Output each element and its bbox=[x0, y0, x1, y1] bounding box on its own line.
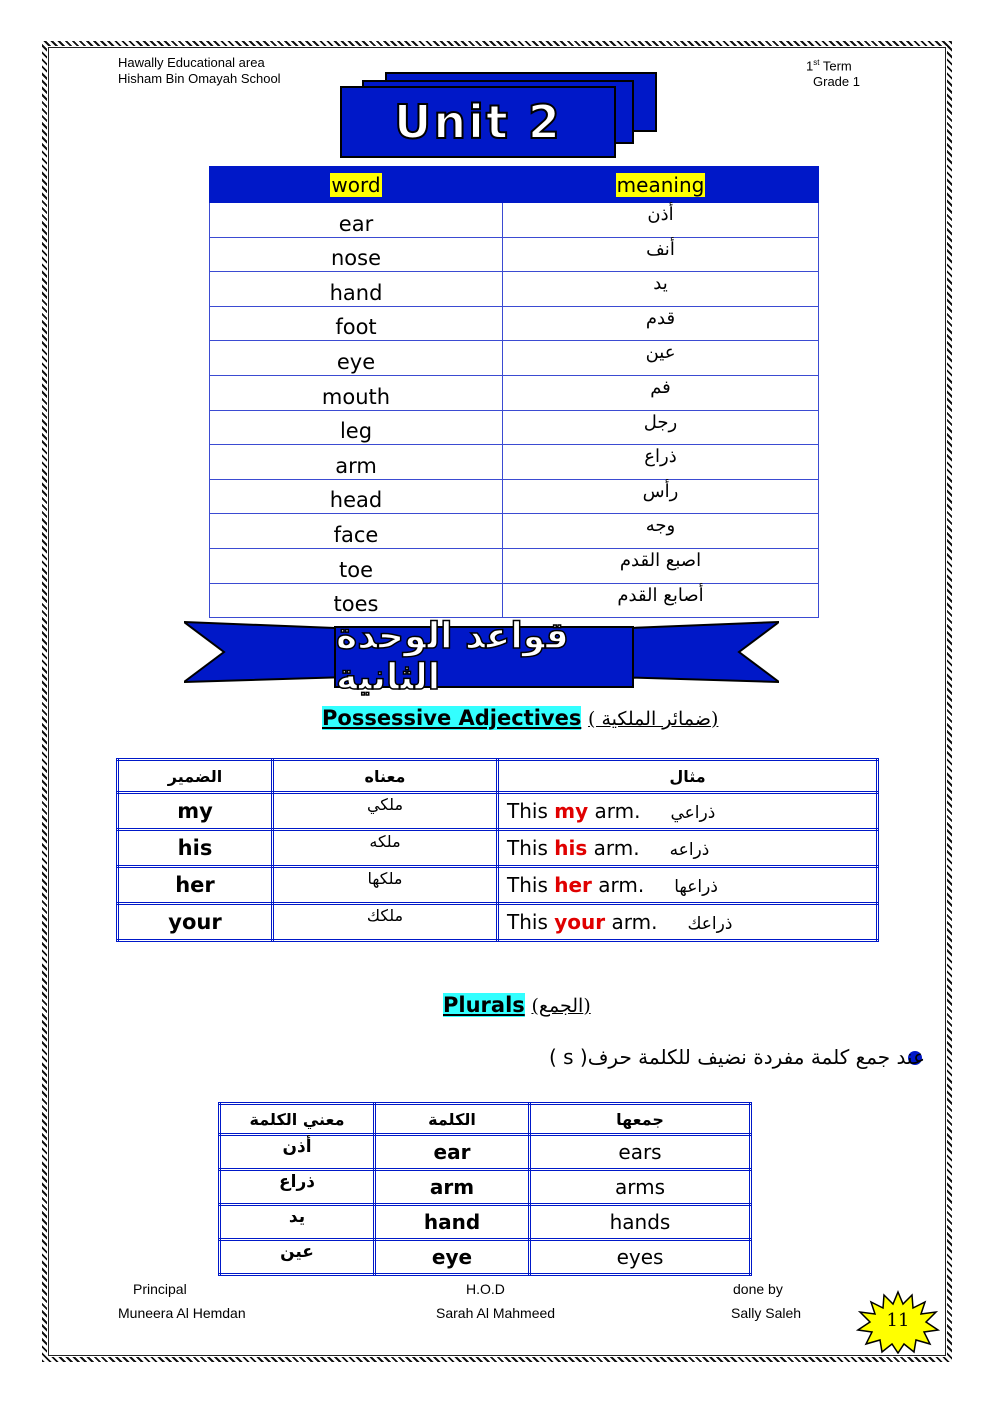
vocab-row bbox=[210, 583, 819, 618]
vocab-row bbox=[210, 341, 819, 376]
example-post: arm. bbox=[591, 873, 645, 897]
singular-word: hand bbox=[375, 1205, 530, 1240]
vocab-row bbox=[210, 514, 819, 549]
term-word: Term bbox=[822, 58, 852, 74]
example-arabic: ذراعه bbox=[669, 840, 710, 860]
vocab-word: mouth bbox=[210, 375, 503, 410]
pronoun: your bbox=[118, 904, 273, 941]
example-pronoun: your bbox=[554, 910, 606, 934]
example-arabic: ذراعي bbox=[670, 803, 716, 823]
example-arabic: ذراعها bbox=[674, 877, 718, 897]
vocab-row bbox=[210, 375, 819, 410]
plural-row bbox=[220, 1240, 751, 1275]
header-area: Hawally Educational area bbox=[118, 55, 265, 70]
possessive-row bbox=[118, 904, 878, 941]
example-pre: This bbox=[507, 910, 555, 934]
vocab-col-word-label: word bbox=[331, 172, 381, 197]
plurals-header-row bbox=[220, 1104, 751, 1135]
vocab-word: arm bbox=[210, 445, 503, 480]
singular-word: ear bbox=[375, 1135, 530, 1170]
vocab-col-word bbox=[210, 167, 503, 203]
plural-row bbox=[220, 1205, 751, 1240]
plural-meaning: ذراع bbox=[220, 1170, 375, 1205]
doneby-name: Sally Saleh bbox=[731, 1305, 802, 1321]
vocab-row bbox=[210, 548, 819, 583]
example-sentence bbox=[498, 867, 878, 904]
plurals-heading bbox=[443, 993, 591, 1017]
vocab-meaning: ذراع bbox=[503, 445, 819, 480]
singular-word: arm bbox=[375, 1170, 530, 1205]
possessive-row bbox=[118, 867, 878, 904]
vocab-word: nose bbox=[210, 237, 503, 272]
vocab-meaning: عين bbox=[503, 341, 819, 376]
vocab-meaning: رجل bbox=[503, 410, 819, 445]
possessive-row bbox=[118, 793, 878, 830]
vocab-word: ear bbox=[210, 203, 503, 238]
vocabulary-header-row bbox=[210, 167, 819, 203]
plural-row bbox=[220, 1170, 751, 1205]
hod-label: H.O.D bbox=[466, 1281, 505, 1297]
rules-title: قواعد الوحدة الثانية bbox=[336, 616, 569, 698]
example-pronoun: her bbox=[554, 873, 592, 897]
example-pronoun: my bbox=[554, 799, 589, 823]
vocab-row bbox=[210, 410, 819, 445]
header-school: Hisham Bin Omayah School bbox=[118, 71, 281, 86]
vocab-row bbox=[210, 445, 819, 480]
plur-col-word: الكلمة bbox=[375, 1104, 530, 1135]
vocab-word: foot bbox=[210, 306, 503, 341]
page-number: 11 bbox=[886, 1310, 910, 1331]
vocab-row bbox=[210, 306, 819, 341]
vocab-word: toe bbox=[210, 548, 503, 583]
term-suffix: st bbox=[813, 58, 820, 67]
vocab-meaning: فم bbox=[503, 375, 819, 410]
example-arabic: ذراعك bbox=[687, 914, 733, 934]
hod-name: Sarah Al Mahmeed bbox=[436, 1305, 556, 1321]
plur-col-plural: جمعها bbox=[530, 1104, 751, 1135]
example-post: arm. bbox=[588, 799, 641, 823]
vocab-col-meaning-label: meaning bbox=[616, 172, 705, 197]
example-sentence bbox=[498, 830, 878, 867]
header-grade: Grade 1 bbox=[813, 74, 860, 90]
example-sentence bbox=[498, 904, 878, 941]
vocab-col-meaning bbox=[503, 167, 819, 203]
pronoun-meaning: ملكك bbox=[273, 904, 498, 941]
poss-col-meaning: معناه bbox=[273, 760, 498, 793]
possessive-table bbox=[116, 758, 879, 942]
pronoun-meaning: ملكه bbox=[273, 830, 498, 867]
pronoun: his bbox=[118, 830, 273, 867]
example-pre: This bbox=[507, 799, 555, 823]
term-number: 1 bbox=[806, 58, 814, 74]
plurals-title: Plurals bbox=[443, 993, 525, 1017]
rules-banner bbox=[334, 616, 634, 698]
plural-word: eyes bbox=[530, 1240, 751, 1275]
plural-rule: عند جمع كلمة مفردة نضيف للكلمة حرف( s ) bbox=[548, 1045, 925, 1069]
vocab-word: eye bbox=[210, 341, 503, 376]
vocabulary-table bbox=[209, 166, 819, 618]
example-pronoun: his bbox=[554, 836, 588, 860]
vocab-meaning: أنف bbox=[503, 237, 819, 272]
vocab-meaning: أصابع القدم bbox=[503, 583, 819, 618]
example-pre: This bbox=[507, 873, 555, 897]
principal-label: Principal bbox=[133, 1281, 187, 1297]
plural-meaning: يد bbox=[220, 1205, 375, 1240]
example-post: arm. bbox=[587, 836, 640, 860]
possessive-row bbox=[118, 830, 878, 867]
vocab-word: leg bbox=[210, 410, 503, 445]
principal-name: Muneera Al Hemdan bbox=[118, 1305, 246, 1321]
plural-word: ears bbox=[530, 1135, 751, 1170]
example-sentence bbox=[498, 793, 878, 830]
vocab-row bbox=[210, 479, 819, 514]
poss-col-pronoun: الضمير bbox=[118, 760, 273, 793]
unit-banner bbox=[340, 86, 616, 158]
header-left bbox=[118, 55, 281, 87]
plural-meaning: أذن bbox=[220, 1135, 375, 1170]
vocab-word: head bbox=[210, 479, 503, 514]
pronoun-meaning: ملكي bbox=[273, 793, 498, 830]
vocab-meaning: يد bbox=[503, 272, 819, 307]
plural-row bbox=[220, 1135, 751, 1170]
possessive-heading bbox=[322, 706, 718, 730]
pronoun: her bbox=[118, 867, 273, 904]
vocab-meaning: وجه bbox=[503, 514, 819, 549]
plurals-table bbox=[218, 1102, 752, 1276]
plural-word: hands bbox=[530, 1205, 751, 1240]
possessive-title: Possessive Adjectives bbox=[322, 706, 582, 730]
plur-col-meaning: معني الكلمة bbox=[220, 1104, 375, 1135]
vocab-row bbox=[210, 237, 819, 272]
header-right bbox=[806, 55, 860, 90]
vocab-word: hand bbox=[210, 272, 503, 307]
singular-word: eye bbox=[375, 1240, 530, 1275]
plural-meaning: عين bbox=[220, 1240, 375, 1275]
poss-col-example: مثال bbox=[498, 760, 878, 793]
possessive-title-ar: ( ضمائر الملكية) bbox=[588, 708, 719, 730]
example-pre: This bbox=[507, 836, 555, 860]
possessive-header-row bbox=[118, 760, 878, 793]
vocab-row bbox=[210, 272, 819, 307]
vocab-word: face bbox=[210, 514, 503, 549]
plural-word: arms bbox=[530, 1170, 751, 1205]
unit-title: Unit 2 bbox=[394, 95, 562, 149]
vocab-row bbox=[210, 203, 819, 238]
vocab-word: toes bbox=[210, 583, 503, 618]
vocab-meaning: أذن bbox=[503, 203, 819, 238]
pronoun: my bbox=[118, 793, 273, 830]
vocab-meaning: رأس bbox=[503, 479, 819, 514]
doneby-label: done by bbox=[733, 1281, 783, 1297]
pronoun-meaning: ملكها bbox=[273, 867, 498, 904]
example-post: arm. bbox=[605, 910, 658, 934]
header-term bbox=[806, 55, 860, 74]
vocab-meaning: قدم bbox=[503, 306, 819, 341]
vocab-meaning: اصبع القدم bbox=[503, 548, 819, 583]
plurals-title-ar: (الجمع) bbox=[531, 995, 591, 1017]
